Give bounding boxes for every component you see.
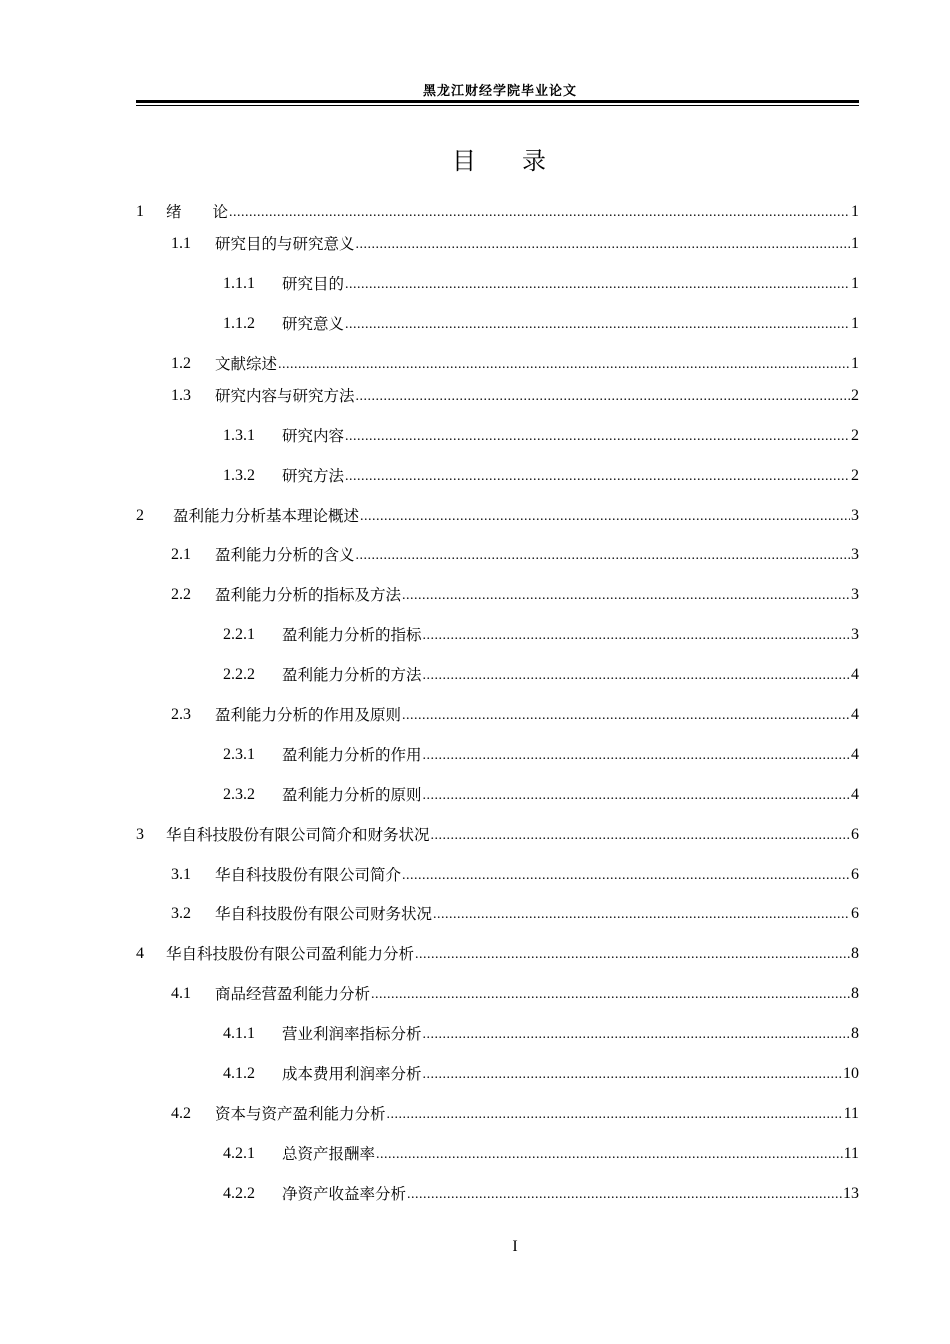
toc-entry-label: 盈利能力分析的指标 xyxy=(282,626,422,644)
toc-entry-leader xyxy=(423,787,850,805)
toc-entry-page: 4 xyxy=(851,746,859,763)
toc-entry-page: 6 xyxy=(851,826,859,843)
toc-entry-leader xyxy=(345,276,850,294)
toc-entry[interactable] xyxy=(223,464,859,486)
toc-entry-number: 3.1 xyxy=(171,866,191,883)
toc-entry-number: 1.1 xyxy=(171,235,191,252)
toc-entry-number: 2.3.2 xyxy=(223,786,255,803)
toc-entry-label: 绪 论 xyxy=(166,203,229,221)
toc-entry-leader xyxy=(356,236,850,254)
toc-entry-page: 2 xyxy=(851,467,859,484)
toc-entry-page: 1 xyxy=(851,355,859,372)
toc-entry[interactable] xyxy=(136,200,859,222)
toc-entry[interactable] xyxy=(171,1102,859,1124)
toc-entry-leader xyxy=(360,508,850,526)
toc-entry[interactable] xyxy=(171,352,859,374)
toc-entry-page: 4 xyxy=(851,706,859,723)
toc-entry-number: 4.1.2 xyxy=(223,1065,255,1082)
toc-entry-label: 研究内容与研究方法 xyxy=(215,387,355,405)
toc-entry[interactable] xyxy=(223,424,859,446)
toc-entry-leader xyxy=(376,1146,843,1164)
toc-entry-number: 1.1.2 xyxy=(223,315,255,332)
toc-entry[interactable] xyxy=(136,823,859,845)
toc-entry-page: 11 xyxy=(843,1105,859,1122)
toc-entry-number: 2.3 xyxy=(171,706,191,723)
toc-title-part1: 目 xyxy=(452,147,478,175)
toc-entry-label: 研究目的与研究意义 xyxy=(215,235,355,253)
toc-entry-leader xyxy=(433,906,850,924)
toc-entry-page: 13 xyxy=(843,1185,859,1202)
toc-entry-label: 盈利能力分析的作用 xyxy=(282,746,422,764)
toc-entry-label: 盈利能力分析的方法 xyxy=(282,666,422,684)
toc-entry-label: 研究内容 xyxy=(282,427,345,445)
toc-entry-leader xyxy=(423,1026,850,1044)
toc-entry-leader xyxy=(415,946,850,964)
toc-entry-page: 8 xyxy=(851,1025,859,1042)
toc-entry-leader xyxy=(423,1066,842,1084)
toc-entry-leader xyxy=(431,827,850,845)
toc-entry-leader xyxy=(371,986,850,1004)
toc-entry[interactable] xyxy=(136,504,859,526)
toc-entry-number: 2 xyxy=(136,507,144,524)
toc-title-part2: 录 xyxy=(522,147,548,175)
toc-entry-number: 4.2.2 xyxy=(223,1185,255,1202)
toc-entry[interactable] xyxy=(223,783,859,805)
toc-entry[interactable] xyxy=(171,863,859,885)
toc-entry-leader xyxy=(402,587,850,605)
toc-entry-page: 1 xyxy=(851,275,859,292)
toc-entry[interactable] xyxy=(171,232,859,254)
toc-entry[interactable] xyxy=(171,543,859,565)
toc-entry-label: 成本费用利润率分析 xyxy=(282,1065,422,1083)
toc-entry[interactable] xyxy=(171,703,859,725)
toc-entry-page: 10 xyxy=(843,1065,859,1082)
toc-entry[interactable] xyxy=(171,384,859,406)
toc-entry-number: 2.1 xyxy=(171,546,191,563)
toc-entry-leader xyxy=(356,547,850,565)
toc-entry-number: 2.2.1 xyxy=(223,626,255,643)
toc-entry-label: 研究目的 xyxy=(282,275,345,293)
toc-entry-leader xyxy=(423,747,850,765)
toc-entry-page: 8 xyxy=(851,985,859,1002)
toc-entry[interactable] xyxy=(223,623,859,645)
toc-entry-label: 盈利能力分析的含义 xyxy=(215,546,355,564)
toc-entry-label: 资本与资产盈利能力分析 xyxy=(215,1105,386,1123)
toc-entry-page: 1 xyxy=(851,235,859,252)
toc-entry-leader xyxy=(387,1106,843,1124)
toc-entry[interactable] xyxy=(171,583,859,605)
toc-entry-page: 3 xyxy=(851,586,859,603)
toc-entry[interactable] xyxy=(136,942,859,964)
page-number: I xyxy=(512,1238,518,1255)
toc-entry-label: 华自科技股份有限公司简介和财务状况 xyxy=(166,826,430,844)
toc-entry[interactable] xyxy=(171,982,859,1004)
toc-entry-label: 华自科技股份有限公司盈利能力分析 xyxy=(166,945,415,963)
toc-entry[interactable] xyxy=(223,1182,859,1204)
page-header-title: 黑龙江财经学院毕业论文 xyxy=(422,84,577,99)
toc-entry-label: 商品经营盈利能力分析 xyxy=(215,985,371,1003)
toc-entry[interactable] xyxy=(223,1022,859,1044)
toc-entry-number: 1.2 xyxy=(171,355,191,372)
toc-entry[interactable] xyxy=(223,663,859,685)
toc-entry-page: 6 xyxy=(851,866,859,883)
toc-entry-page: 4 xyxy=(851,786,859,803)
header-rule-thin xyxy=(136,105,859,106)
toc-entry-page: 3 xyxy=(851,546,859,563)
toc-entry-leader xyxy=(407,1186,842,1204)
toc-entry-page: 4 xyxy=(851,666,859,683)
toc-entry-leader xyxy=(278,356,850,374)
toc-entry-leader xyxy=(356,388,850,406)
toc-entry-number: 2.2.2 xyxy=(223,666,255,683)
toc-title xyxy=(0,141,950,176)
toc-entry-label: 盈利能力分析基本理论概述 xyxy=(173,507,360,525)
toc-entry[interactable] xyxy=(223,743,859,765)
toc-entry-number: 2.2 xyxy=(171,586,191,603)
toc-entry-page: 3 xyxy=(851,626,859,643)
toc-entry-label: 盈利能力分析的指标及方法 xyxy=(215,586,402,604)
toc-entry-page: 2 xyxy=(851,427,859,444)
toc-entry-number: 2.3.1 xyxy=(223,746,255,763)
toc-entry[interactable] xyxy=(223,272,859,294)
toc-entry-leader xyxy=(345,428,850,446)
toc-entry-page: 2 xyxy=(851,387,859,404)
toc-entry-number: 1 xyxy=(136,203,144,220)
toc-entry-leader xyxy=(402,707,850,725)
toc-entry-leader xyxy=(345,468,850,486)
toc-entry-label: 华自科技股份有限公司简介 xyxy=(215,866,402,884)
toc-entry-label: 研究方法 xyxy=(282,467,345,485)
toc-entry-number: 1.3.2 xyxy=(223,467,255,484)
toc-entry-leader xyxy=(229,204,850,222)
toc-entry-number: 4 xyxy=(136,945,144,962)
toc-entry-page: 6 xyxy=(851,905,859,922)
toc-entry-leader xyxy=(345,316,850,334)
toc-entry-page: 1 xyxy=(851,203,859,220)
toc-entry-page: 3 xyxy=(851,507,859,524)
toc-entry-label: 总资产报酬率 xyxy=(282,1145,376,1163)
toc-entry-number: 4.1.1 xyxy=(223,1025,255,1042)
header-rule-thick xyxy=(136,100,859,103)
toc-entry-leader xyxy=(423,627,850,645)
toc-entry-label: 文献综述 xyxy=(215,355,278,373)
toc-entry-page: 8 xyxy=(851,945,859,962)
toc-entry-number: 4.2 xyxy=(171,1105,191,1122)
toc-entry-label: 营业利润率指标分析 xyxy=(282,1025,422,1043)
toc-entry-page: 1 xyxy=(851,315,859,332)
toc-entry[interactable] xyxy=(223,1142,859,1164)
toc-entry-leader xyxy=(423,667,850,685)
toc-entry-label: 研究意义 xyxy=(282,315,345,333)
toc-entry-number: 3 xyxy=(136,826,144,843)
toc-entry-label: 盈利能力分析的作用及原则 xyxy=(215,706,402,724)
toc-entry-label: 净资产收益率分析 xyxy=(282,1185,407,1203)
toc-entry-leader xyxy=(402,867,850,885)
toc-entry[interactable] xyxy=(171,902,859,924)
toc-entry-number: 4.1 xyxy=(171,985,191,1002)
toc-entry-number: 3.2 xyxy=(171,905,191,922)
toc-entry-number: 4.2.1 xyxy=(223,1145,255,1162)
toc-entry-number: 1.3 xyxy=(171,387,191,404)
toc-entry-page: 11 xyxy=(843,1145,859,1162)
toc-entry-label: 华自科技股份有限公司财务状况 xyxy=(215,905,433,923)
toc-entry-number: 1.3.1 xyxy=(223,427,255,444)
toc-entry-label: 盈利能力分析的原则 xyxy=(282,786,422,804)
toc-entry[interactable] xyxy=(223,1062,859,1084)
toc-entry[interactable] xyxy=(223,312,859,334)
toc-entry-number: 1.1.1 xyxy=(223,275,255,292)
